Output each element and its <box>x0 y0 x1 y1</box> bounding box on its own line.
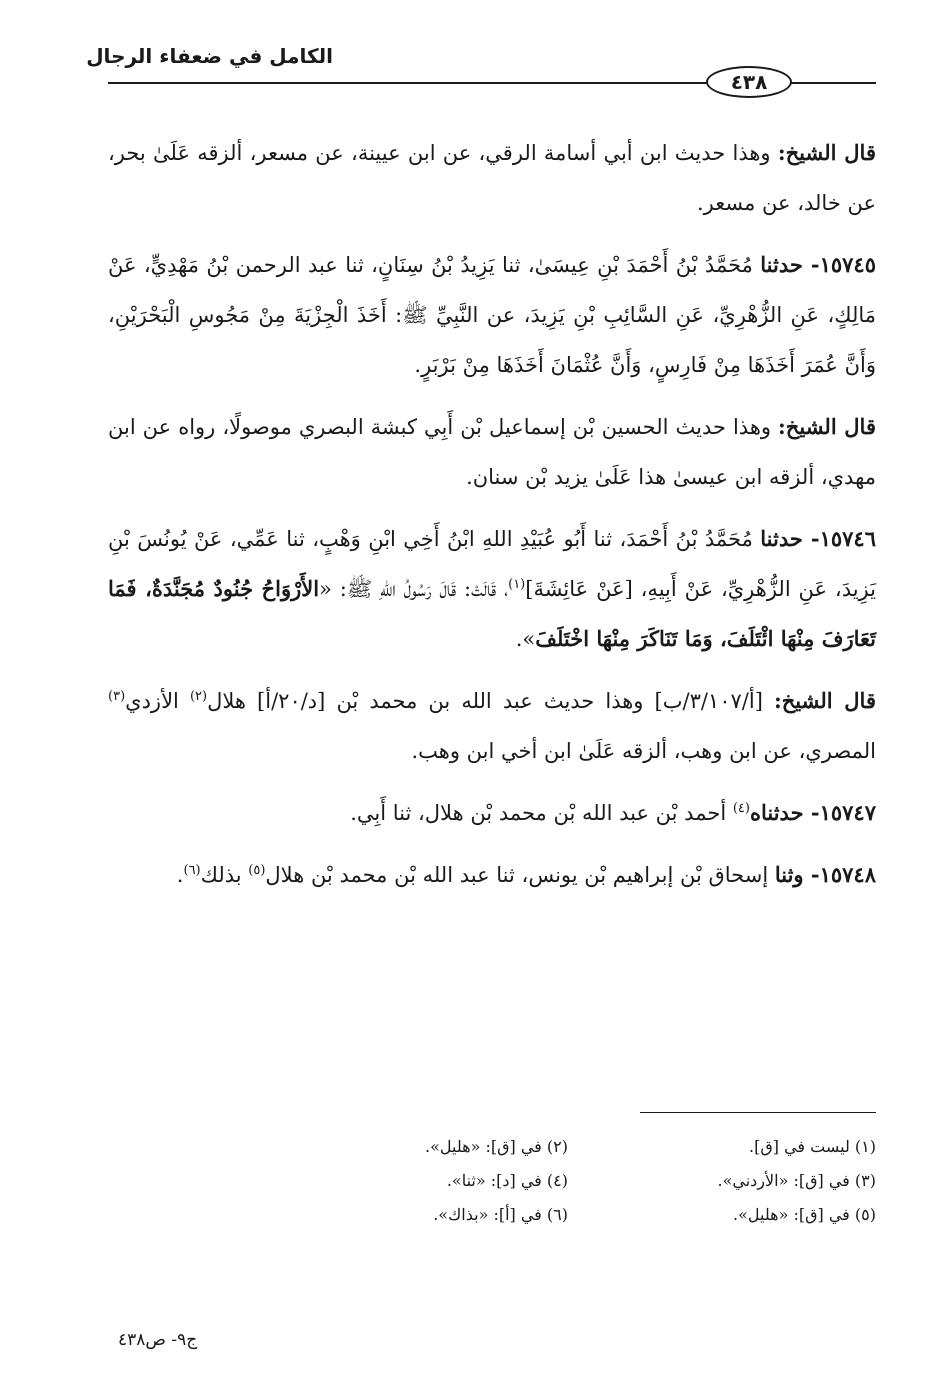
footnote-5: (٥) في [ق]: «هليل». <box>733 1205 876 1224</box>
hadith-number-lead: ١٥٧٤٧- حدثناه <box>749 800 876 825</box>
paragraph-text: المصري، عن ابن وهب، ألزقه عَلَىٰ ابن أخي ابن وهب. <box>411 739 876 763</box>
page-number-badge <box>706 66 792 98</box>
hadith-number-lead: ١٥٧٤٥- حدثنا <box>760 252 876 277</box>
hadith-number-lead: ١٥٧٤٨- وثنا <box>774 862 876 887</box>
paragraph-text: [أ/٣/١٠٧/ب] وهذا حديث عبد الله بن محمد بْن [د/٢٠/أ] هلال <box>207 689 774 713</box>
paragraph-text: إسحاق بْن إبراهيم بْن يونس، ثنا عبد الله بْن محمد بْن هلال <box>265 863 775 887</box>
footnote-ref-4[interactable]: (٤) <box>732 801 750 816</box>
paragraph-lead: قال الشيخ: <box>773 688 876 713</box>
volume-page-reference: ج٩- ص٤٣٨ <box>118 1330 198 1350</box>
paragraph-text: . <box>176 863 184 887</box>
paragraph-text: وهذا حديث ابن أبي أسامة الرقي، عن ابن عيينة، عن مسعر، ألزقه عَلَىٰ بحر، عن خالد، عن مسعر. <box>108 141 876 215</box>
paragraph-3 <box>108 402 876 502</box>
main-text <box>108 128 876 912</box>
footnote-ref-6[interactable]: (٦) <box>183 863 201 878</box>
footnote-ref-1[interactable]: (١) <box>508 577 526 592</box>
footnote-divider <box>640 1112 876 1113</box>
book-title: الكامل في ضعفاء الرجال <box>86 44 333 68</box>
footnote-2: (٢) في [ق]: «هليل». <box>425 1137 568 1156</box>
footnote-ref-5[interactable]: (٥) <box>248 863 266 878</box>
paragraph-text: مُحَمَّدُ بْنُ أَحْمَدَ بْنِ عِيسَىٰ، ثنا يَزِيدُ بْنُ سِنَانٍ، ثنا عبد الرحمن بْنُ مَهْدِيٍّ، عَنْ مَالِكٍ، عَنِ الزُّهْرِيِّ، عَنِ السَّائِبِ بْنِ يَزِيدَ، عن النَّبِيِّ ﷺ: أَخَذَ الْجِزْيَةَ مِنْ مَجُوسِ الْبَحْرَيْنِ، وَأَنَّ عُمَرَ أَخَذَهَا مِنْ فَارِسٍ، وَأَنَّ عُثْمَانَ أَخَذَهَا مِنْ بَرْبَرٍ. <box>108 253 876 377</box>
paragraph-text: أحمد بْن عبد الله بْن محمد بْن هلال، ثنا أَبِي. <box>350 801 733 825</box>
footnote-ref-2[interactable]: (٢) <box>189 689 208 704</box>
footnote-3: (٣) في [ق]: «الأردني». <box>717 1171 876 1190</box>
footnote-1: (١) ليست في [ق]. <box>749 1137 876 1156</box>
paragraph-lead: قال الشيخ: <box>777 140 876 165</box>
paragraph-2 <box>108 240 876 390</box>
paragraph-text: وهذا حديث الحسين بْن إسماعيل بْن أَبِي كبشة البصري موصولًا، رواه عن ابن مهدي، ألزقه ابن عيسىٰ هذا عَلَىٰ يزيد بْن سنان. <box>108 415 876 489</box>
paragraph-text: ، قَالَتْ: قَالَ رَسُولُ اللهِ ﷺ: « <box>319 577 509 601</box>
paragraph-7 <box>108 850 876 900</box>
header-rule-left <box>108 82 708 84</box>
paragraph-text: الأزدي <box>125 689 190 713</box>
paragraph-text: بذلك <box>200 863 249 887</box>
paragraph-4 <box>108 514 876 664</box>
paragraph-6 <box>108 788 876 838</box>
paragraph-text: مُحَمَّدُ بْنُ أَحْمَدَ، ثنا أَبُو عُبَيْدِ اللهِ ابْنُ أَخِي ابْنِ وَهْبٍ، ثنا عَمِّي، عَنْ يُونُسَ بْنِ يَزِيدَ، عَنِ الزُّهْرِيِّ، عَنْ أَبِيهِ، [عَنْ عَائِشَةَ] <box>108 527 876 601</box>
footnote-6: (٦) في [أ]: «بذاك». <box>433 1205 568 1224</box>
page-number: ٤٣٨ <box>730 70 768 94</box>
footnote-4: (٤) في [د]: «ثنا». <box>446 1171 568 1190</box>
paragraph-lead: قال الشيخ: <box>778 414 876 439</box>
footnote-ref-3[interactable]: (٣) <box>108 689 126 704</box>
footnotes <box>280 1134 876 1228</box>
header-rule-right <box>790 82 876 84</box>
paragraph-text: ». <box>515 627 536 651</box>
hadith-quote: الأَرْوَاحُ جُنُودٌ مُجَنَّدَةٌ، فَمَا تَعَارَفَ مِنْهَا ائْتَلَفَ، وَمَا تَنَاكَرَ مِنْهَا اخْتَلَفَ <box>108 576 876 651</box>
paragraph-1 <box>108 128 876 228</box>
hadith-number-lead: ١٥٧٤٦- حدثنا <box>760 526 876 551</box>
paragraph-5 <box>108 676 876 776</box>
